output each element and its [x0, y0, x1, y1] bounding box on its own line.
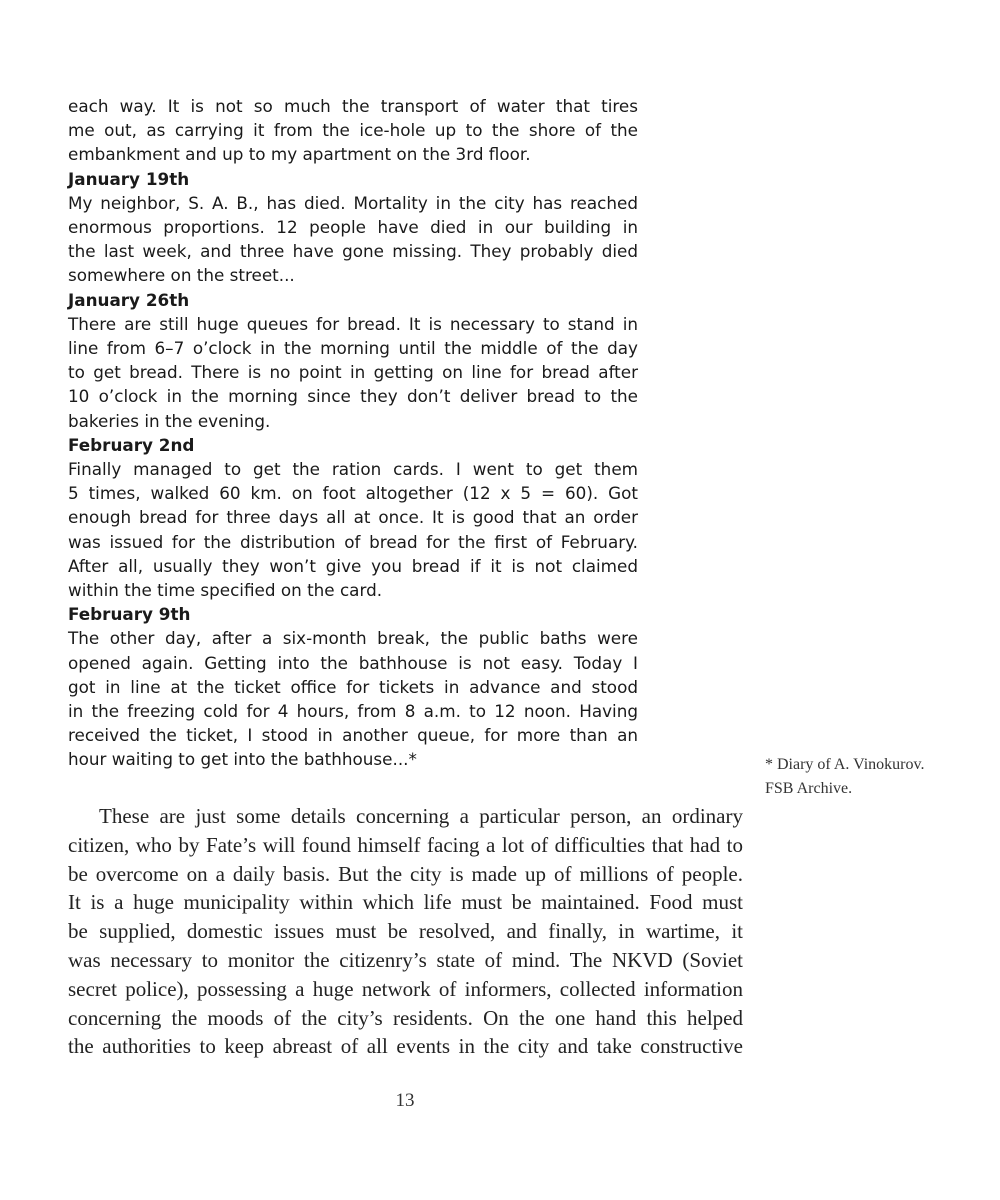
diary-intro-line: me out, as carrying it from the ice-hole up to the shore of the [68, 120, 638, 141]
diary-entry-line: opened again. Getting into the bathhouse is not easy. Today I [68, 652, 638, 673]
diary-entry-line: My neighbor, S. A. B., has died. Mortality in the city has reached [68, 192, 638, 213]
diary-intro-line: each way. It is not so much the transport of water that tires [68, 96, 638, 116]
diary-entry-line: enormous proportions. 12 people have died in our building in [68, 217, 638, 238]
diary-entry-line: in the freezing cold for 4 hours, from 8 a.m. to 12 noon. Having [68, 701, 638, 722]
diary-entry-line: the last week, and three have gone missing. They probably died [68, 241, 638, 262]
body-line: the authorities to keep abreast of all events in the city and take constructive [68, 1034, 743, 1059]
diary-entry-line: line from 6–7 o’clock in the morning until the middle of the day [68, 338, 638, 359]
diary-entry-line: hour waiting to get into the bathhouse...* [68, 749, 417, 770]
body-line: be overcome on a daily basis. But the city is made up of millions of people. [68, 861, 743, 886]
page-number: 13 [395, 1090, 415, 1111]
body-line: be supplied, domestic issues must be resolved, and finally, in wartime, it [68, 919, 743, 944]
diary-entry-line: within the time specified on the card. [68, 580, 383, 601]
diary-entry-date: February 9th [68, 604, 191, 625]
diary-entry-line: was issued for the distribution of bread for the first of February. [68, 531, 638, 552]
diary-excerpt [68, 94, 638, 772]
body-line: It is a huge municipality within which life must be maintained. Food must [68, 890, 743, 915]
diary-entry-line: After all, usually they won’t give you bread if it is not claimed [68, 555, 638, 576]
diary-entry-line: got in line at the ticket office for tickets in advance and stood [68, 676, 638, 697]
diary-entry-line: 10 o’clock in the morning since they don’t deliver bread to the [68, 386, 638, 407]
diary-entry-line: somewhere on the street... [68, 265, 295, 286]
diary-entry-line: bakeries in the evening. [68, 410, 271, 431]
body-line: concerning the moods of the city’s residents. On the one hand this helped [68, 1005, 743, 1030]
body-line: was necessary to monitor the citizenry’s state of mind. The NKVD (Soviet [68, 947, 743, 972]
footnote-line: * Diary of A. Vinokurov. [765, 756, 925, 773]
diary-intro-line: embankment and up to my apartment on the 3rd floor. [68, 144, 531, 165]
diary-entry-date: February 2nd [68, 434, 195, 455]
diary-entry-line: Finally managed to get the ration cards. I went to get them [68, 459, 638, 480]
diary-entry-line: to get bread. There is no point in getting on line for bread after [68, 362, 638, 383]
diary-entry-line: received the ticket, I stood in another queue, for more than an [68, 725, 638, 746]
body-line: secret police), possessing a huge network of informers, collected information [68, 976, 743, 1001]
diary-entry-date: January 26th [68, 289, 190, 310]
body-paragraph [68, 802, 743, 1061]
diary-entry-line: 5 times, walked 60 km. on foot altogether (12 x 5 = 60). Got [68, 483, 638, 504]
footnote-line: FSB Archive. [765, 780, 853, 797]
diary-entry-line: enough bread for three days all at once. It is good that an order [68, 507, 638, 528]
footnote [765, 753, 985, 801]
diary-entry-line: There are still huge queues for bread. It is necessary to stand in [68, 313, 638, 334]
diary-entry-date: January 19th [68, 168, 190, 189]
body-line: citizen, who by Fate’s will found himself facing a lot of difficulties that had to [68, 832, 743, 857]
body-line: These are just some details concerning a particular person, an ordinary [99, 804, 743, 828]
diary-entry-line: The other day, after a six-month break, the public baths were [68, 628, 638, 649]
